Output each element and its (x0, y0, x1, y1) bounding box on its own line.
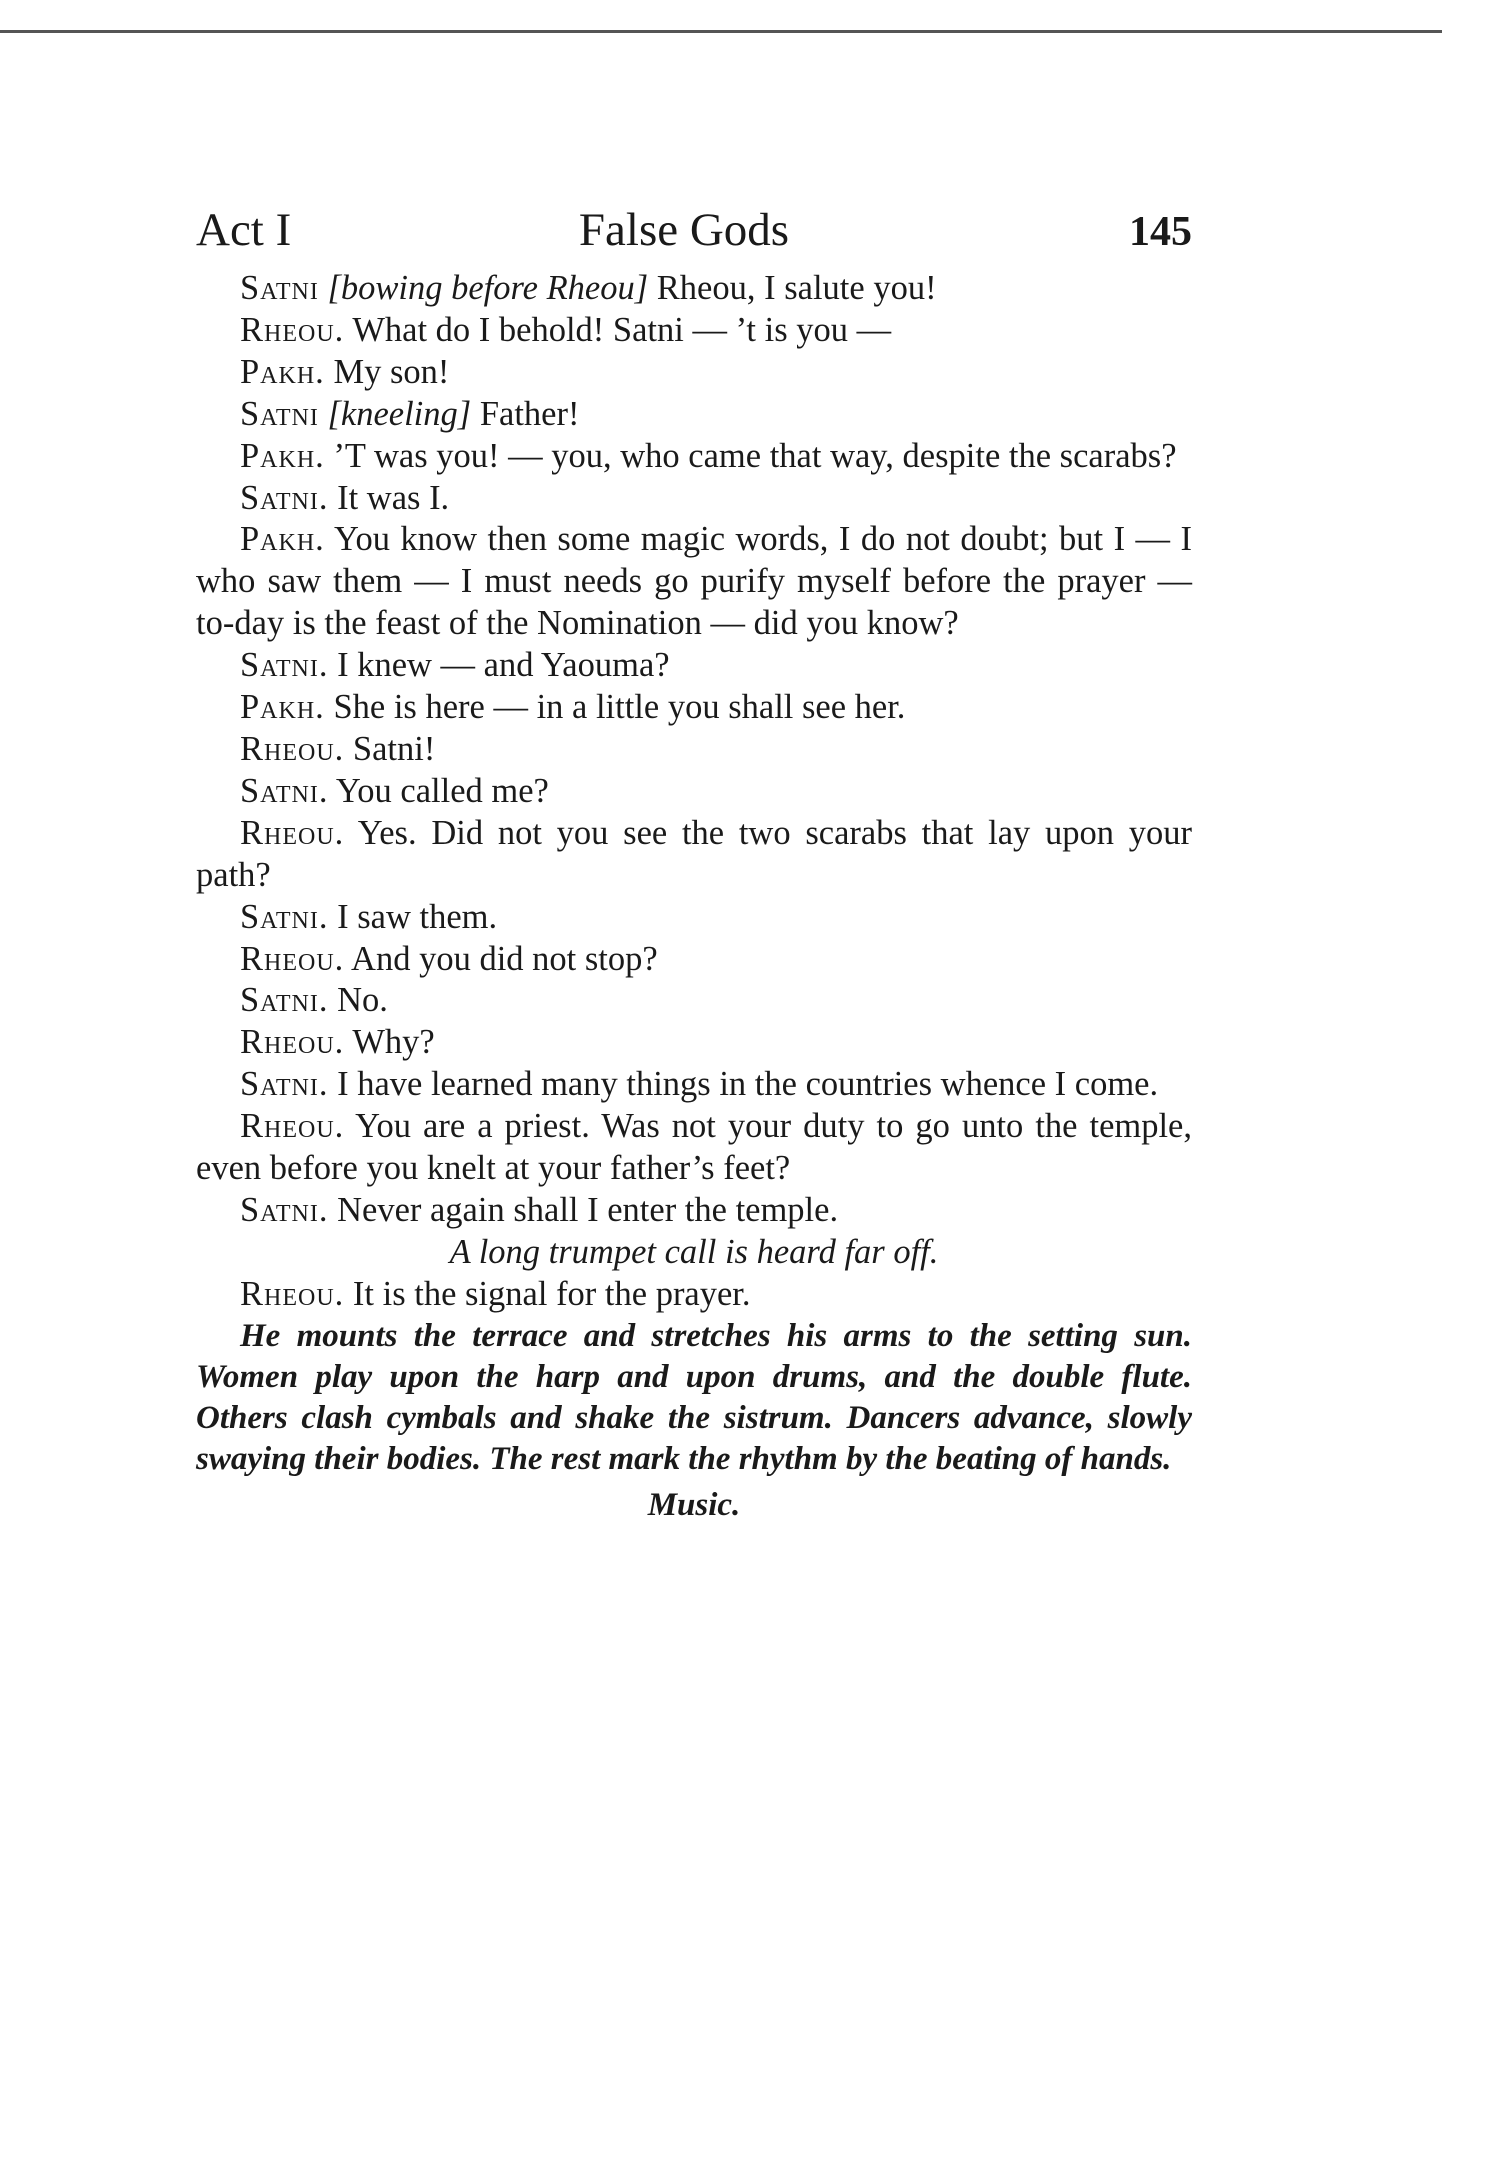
speech-line (196, 980, 1192, 1022)
speaker-name: Satni. (240, 981, 329, 1020)
dialogue (196, 268, 1192, 1530)
speech-line (196, 813, 1192, 897)
page-body (196, 200, 1192, 1530)
speech-text: Satni! (352, 729, 436, 768)
speaker-name: Satni. (240, 771, 329, 810)
inline-direction: [kneeling] (327, 394, 472, 433)
speech-text: Father! (471, 394, 580, 433)
speech-line (196, 687, 1192, 729)
speaker-name: Satni (240, 394, 319, 433)
trumpet-direction: A long trumpet call is heard far off. (449, 1232, 939, 1271)
speech-line (196, 1106, 1192, 1190)
running-head (196, 200, 1192, 262)
speech-line (196, 436, 1192, 478)
speaker-name: Rheou. (240, 939, 345, 978)
speech-text: I knew — and Yaouma? (337, 646, 670, 685)
speech-line (196, 897, 1192, 939)
speech-text: Never again shall I enter the temple. (337, 1190, 839, 1229)
speech-line (196, 268, 1192, 310)
speech-line (196, 310, 1192, 352)
speech-text: It was I. (337, 478, 450, 517)
inline-direction: [bowing before Rheou] (327, 269, 649, 307)
play-title: False Gods (578, 204, 790, 256)
speech-text: She is here — in a little you shall see her. (333, 688, 906, 727)
top-rule (0, 30, 1442, 33)
speech-text: I have learned many things in the countries whence I come. (337, 1065, 1159, 1104)
speaker-name: Rheou. (240, 310, 345, 349)
speaker-name: Pakh. (240, 352, 325, 391)
speech-text: Rheou, I salute you! (648, 269, 937, 307)
page-number: 145 (1129, 209, 1192, 255)
speaker-name: Rheou. (240, 1023, 345, 1062)
speaker-name: Satni. (240, 646, 329, 685)
speaker-name: Pakh. (240, 688, 325, 727)
speaker-name: Satni. (240, 1190, 329, 1229)
speech-line (196, 1274, 1192, 1316)
speaker-name: Pakh. (240, 520, 325, 559)
speech-text: My son! (333, 352, 450, 391)
speech-line (196, 1190, 1192, 1232)
speaker-name: Rheou. (240, 813, 345, 852)
speech-line (196, 1064, 1192, 1106)
music-label: Music. (647, 1486, 741, 1523)
speech-text: You called me? (335, 771, 549, 810)
speech-line (196, 729, 1192, 771)
speech-text: ’T was you! — you, who came that way, despite the scarabs? (333, 436, 1177, 475)
speech-line (196, 939, 1192, 981)
speech-line (196, 352, 1192, 394)
speech-line (196, 1022, 1192, 1064)
speaker-name: Satni. (240, 478, 329, 517)
speech-text: I saw them. (337, 897, 498, 936)
speaker-name: Rheou. (240, 1274, 345, 1313)
speech-text: Yes. Did not you see the two scarabs that lay upon your path? (196, 813, 1192, 894)
speech-line (196, 771, 1192, 813)
speaker-name: Satni (240, 269, 319, 307)
stage-direction: He mounts the terrace and stretches his arms to the setting sun. Women play upon the harp and upon drums, and the double flute. Others clash cymbals and shake the sistrum. Dancers advance, slowly swaying their bodies. The rest mark the rhythm by the beating of hands. (196, 1317, 1192, 1477)
speech-line (196, 394, 1192, 436)
speech-text: Why? (352, 1023, 435, 1062)
speech-text: No. (337, 981, 388, 1020)
speaker-name: Rheou. (240, 729, 345, 768)
speech-text: You are a priest. Was not your duty to go unto the temple, even before you knelt at your father’s feet? (196, 1107, 1192, 1188)
speaker-name: Pakh. (240, 436, 325, 475)
speech-text: What do I behold! Satni — ’t is you — (352, 310, 892, 349)
speaker-name: Satni. (240, 1065, 329, 1104)
speaker-name: Satni. (240, 897, 329, 936)
speech-line (196, 519, 1192, 645)
speech-line (196, 478, 1192, 520)
speech-text: And you did not stop? (351, 939, 658, 978)
speech-text: You know then some magic words, I do not doubt; but I — I who saw them — I must needs go purify myself before the prayer — to-day is the feast of the Nomination — did you know? (196, 520, 1192, 643)
act-label: Act I (196, 204, 292, 256)
speech-text: It is the signal for the prayer. (352, 1274, 751, 1313)
speaker-name: Rheou. (240, 1107, 345, 1146)
speech-line (196, 645, 1192, 687)
